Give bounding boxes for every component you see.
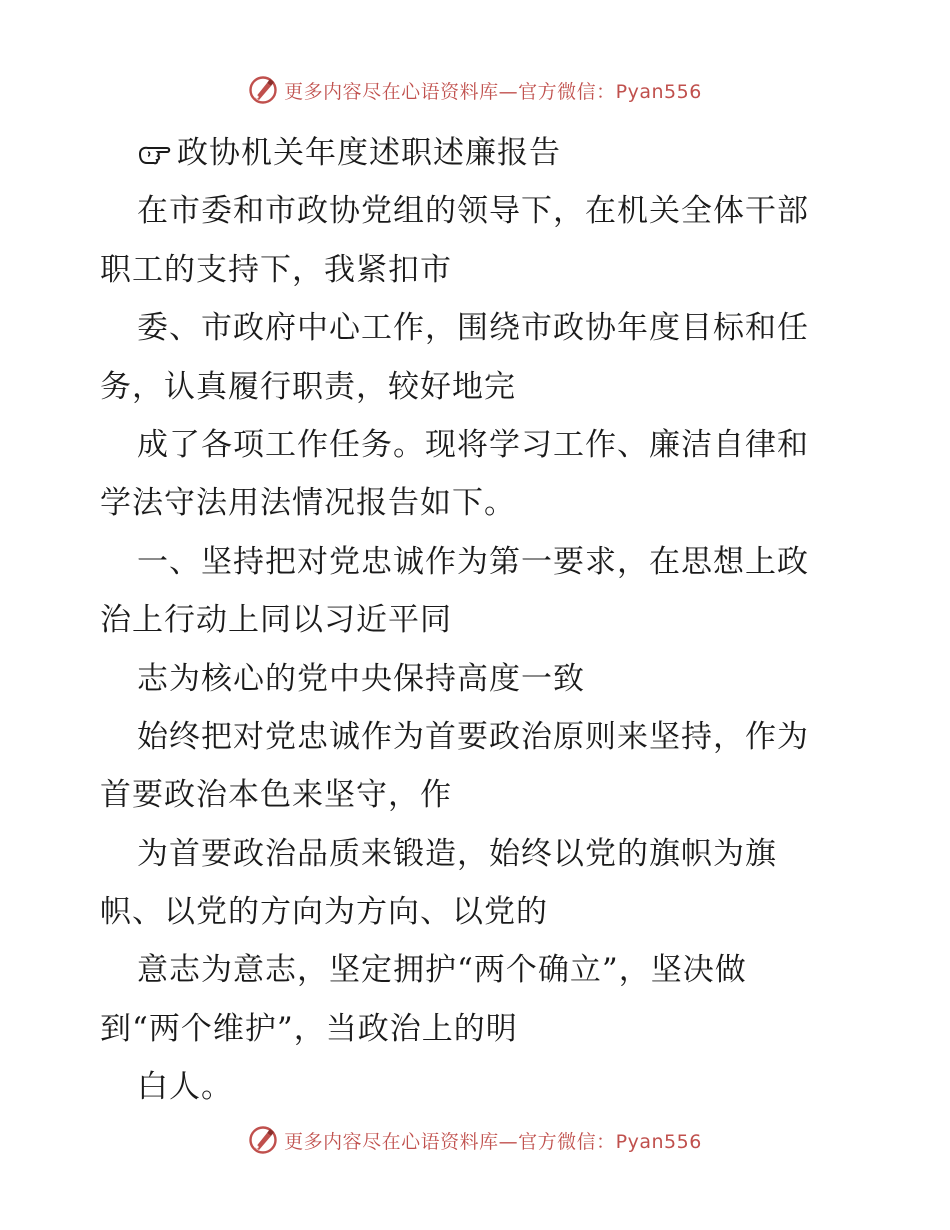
section-heading-line: 一、坚持把对党忠诚作为第一要求，在思想上政	[137, 543, 809, 580]
document-title: 政协机关年度述职述廉报告	[177, 135, 561, 171]
section-heading-line: 治上行动上同以习近平同	[100, 602, 452, 639]
document-title-row	[100, 124, 860, 182]
paragraph-line: 成了各项工作任务。现将学习工作、廉洁自律和	[137, 426, 809, 463]
paragraph-line: 务，认真履行职责，较好地完	[100, 368, 516, 405]
banner-lead-text: 更多内容尽在心语资料库	[284, 80, 499, 103]
paragraph-line: 学法守法用法情况报告如下。	[100, 485, 516, 522]
pen-seal-logo-icon	[248, 1125, 278, 1155]
header-banner	[0, 70, 950, 110]
pen-seal-logo-icon	[248, 75, 278, 105]
paragraph-line: 为首要政治品质来锻造，始终以党的旗帜为旗	[137, 835, 777, 872]
paragraph-line: 职工的支持下，我紧扣市	[100, 251, 452, 288]
paragraph-line: 在市委和市政协党组的领导下，在机关全体干部	[137, 193, 809, 230]
paragraph-line: 首要政治本色来坚守，作	[100, 777, 452, 814]
paragraph-line: 到“两个维护”，当政治上的明	[100, 1010, 518, 1047]
section-heading-line: 志为核心的党中央保持高度一致	[137, 660, 585, 697]
banner-contact-text: —官方微信：Pyan556	[498, 80, 702, 103]
paragraph-line: 始终把对党忠诚作为首要政治原则来坚持，作为	[137, 718, 809, 755]
paragraph-line: 帜、以党的方向为方向、以党的	[100, 894, 548, 931]
banner-lead-text: 更多内容尽在心语资料库	[284, 1130, 499, 1153]
banner-contact-text: —官方微信：Pyan556	[498, 1130, 702, 1153]
paragraph-line: 委、市政府中心工作，围绕市政协年度目标和任	[137, 310, 809, 347]
paragraph-line: 白人。	[137, 1069, 233, 1106]
document-body	[100, 124, 860, 1117]
footer-banner	[0, 1120, 950, 1160]
hand-pointing-icon	[137, 141, 175, 165]
paragraph-line: 意志为意志，坚定拥护“两个确立”，坚决做	[137, 952, 747, 989]
